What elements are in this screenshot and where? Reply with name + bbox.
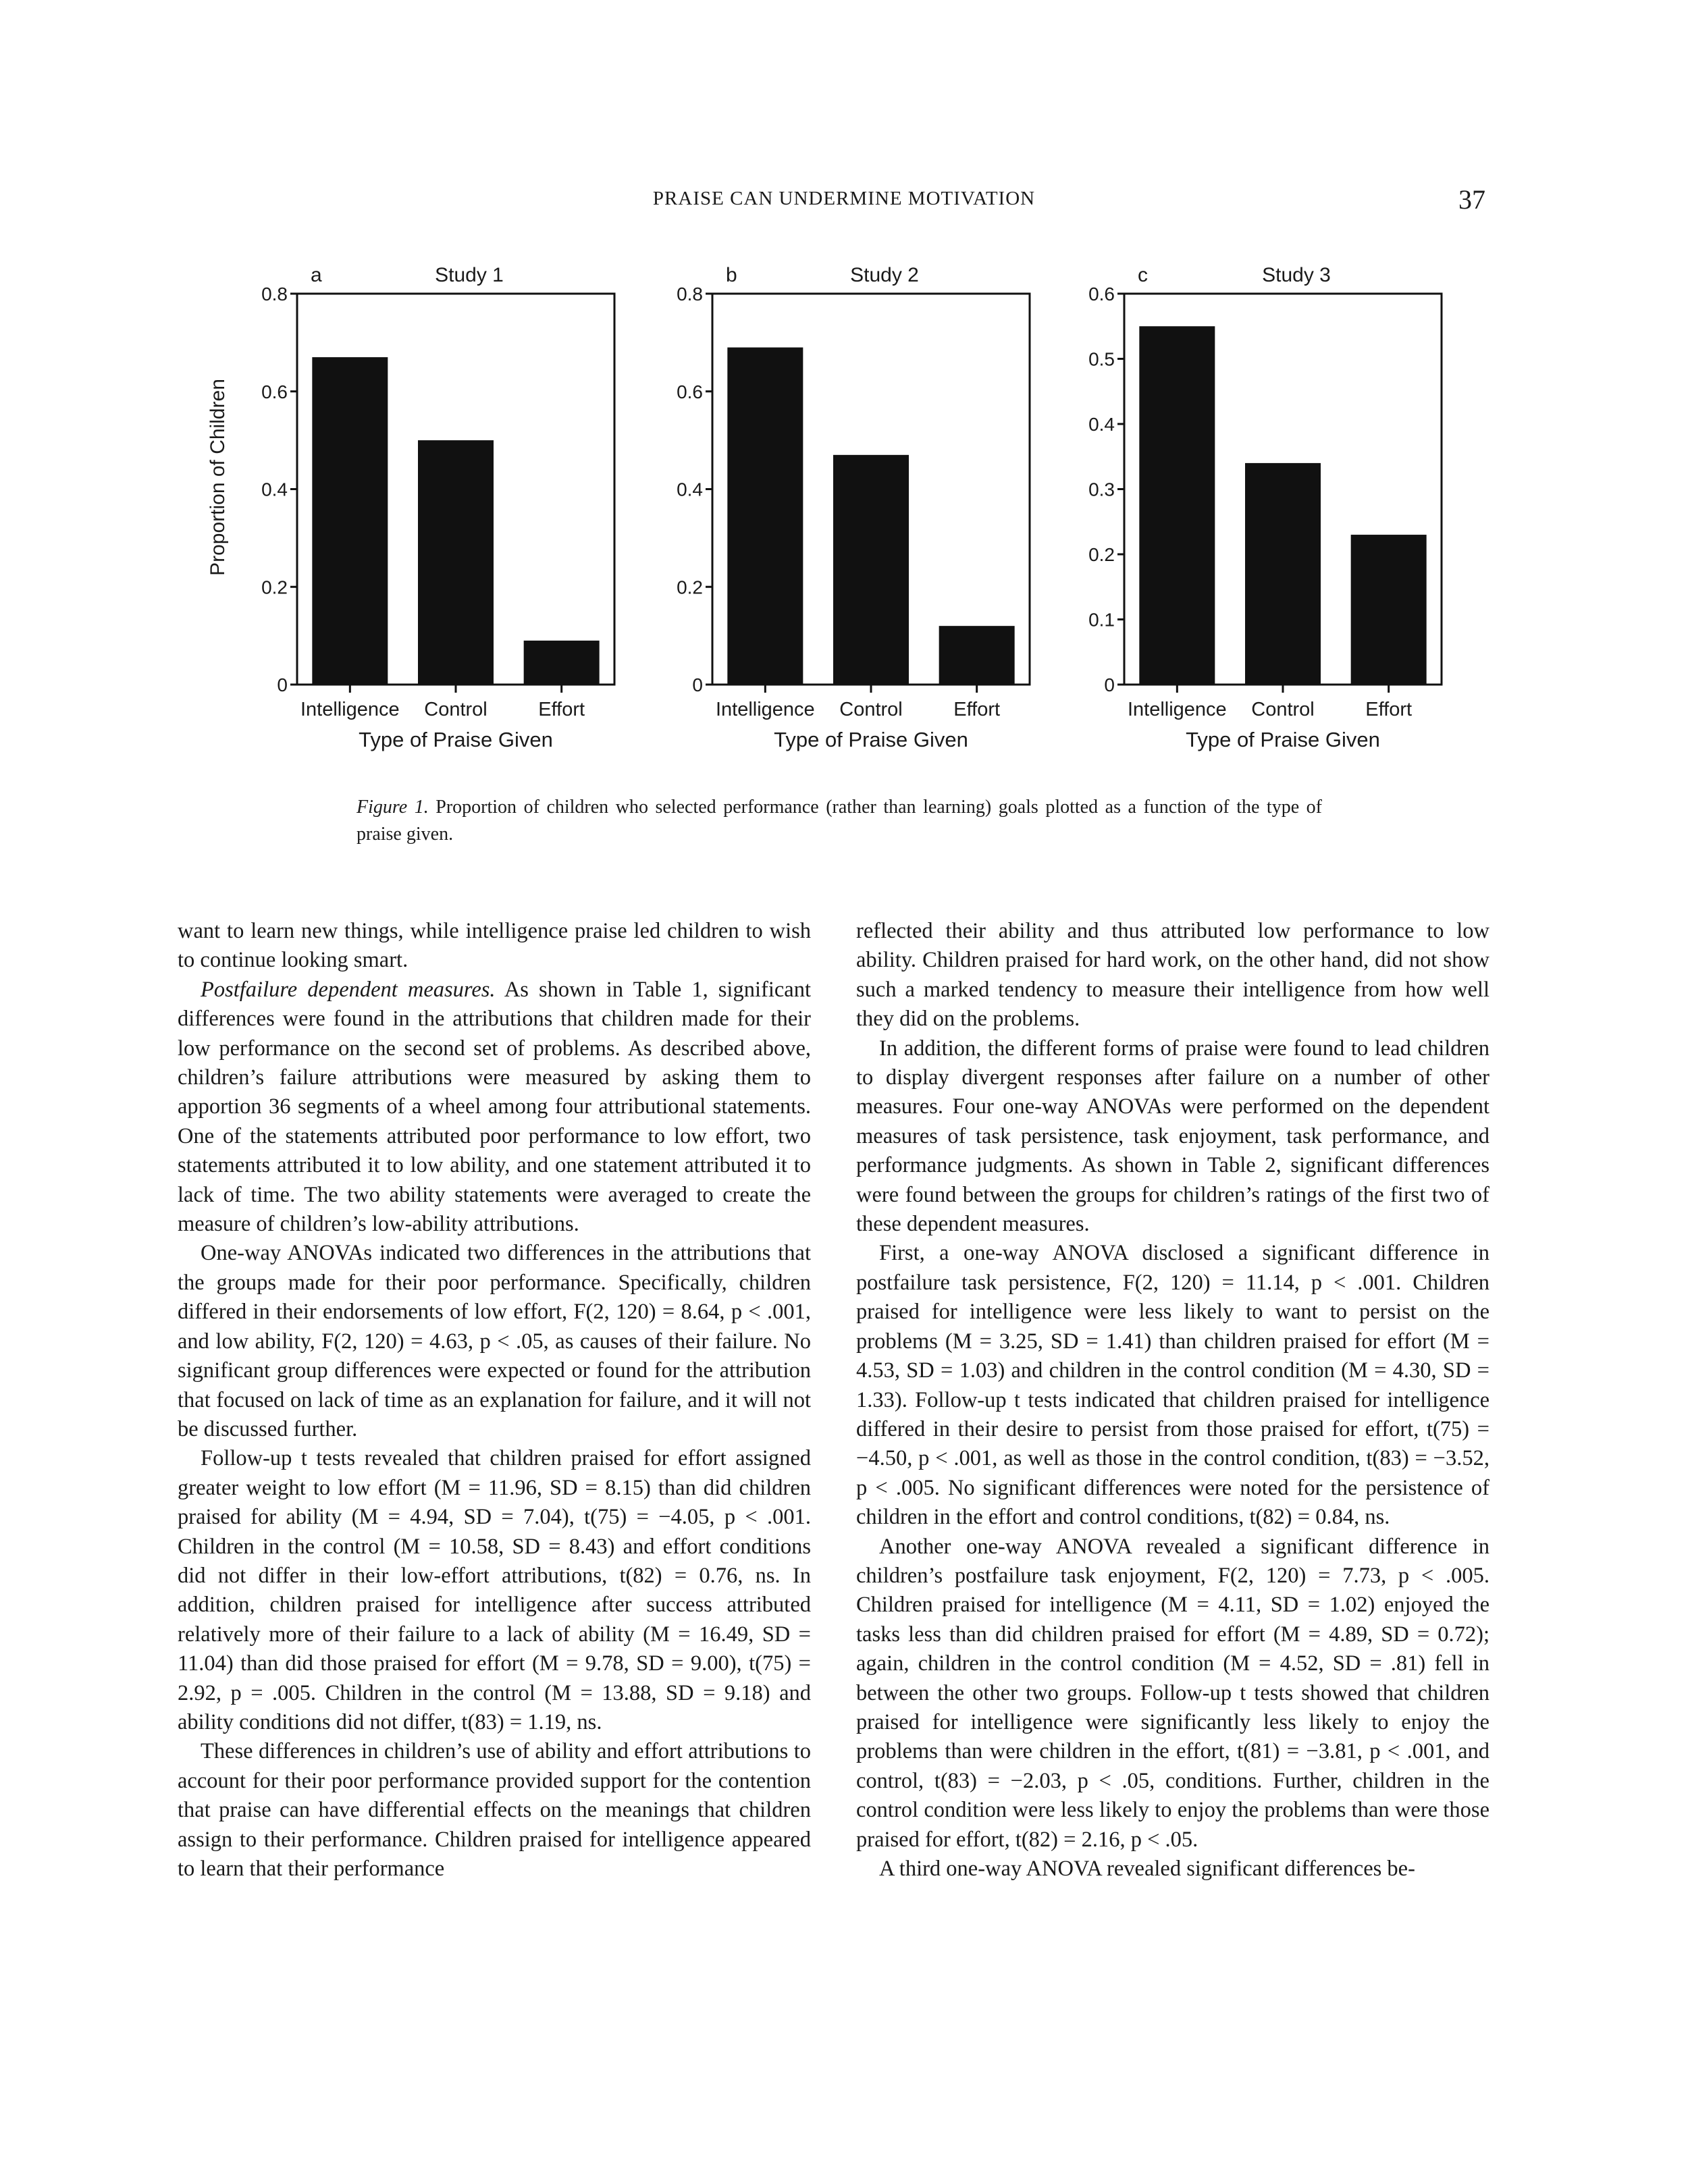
y-tick-label-a: 0.8 [261, 284, 288, 304]
y-tick-label-a: 0.6 [261, 381, 288, 402]
paragraph: Another one-way ANOVA revealed a significant difference in children’s postfailure task enjoyment, F(2, 120) = 7.73, p < .005. Children praised for intelligence (M = 4.11, SD = 1.02) enjoyed the tasks less than did children praised for effort (M = 4.89, SD = 0.72); again, children in the control condition (M = 4.52, SD = .81) fell in between the other two groups. Follow-up t tests showed that children praised for intelligence were significantly less likely to enjoy the problems than were children in the effort, t(81) = −3.81, p < .001, and control, t(83) = −2.03, p < .05, conditions. Further, children in the control condition were less likely to enjoy the problems than were those praised for effort, t(82) = 2.16, p < .05. [856, 1534, 1489, 1852]
x-tick-label-b: Intelligence [715, 699, 815, 720]
paragraph: First, a one-way ANOVA disclosed a significant difference in postfailure task persistence, F(2, 120) = 11.14, p < .001. Children praised for intelligence were less likely to want to persist on the problems (M = 3.25, SD = 1.41) than children praised for effort (M = 4.53, SD = 1.03) and children in the control condition (M = 4.30, SD = 1.33). Follow-up t tests indicated that children praised for intelligence differed in their desire to persist from those praised for effort, t(75) = −4.50, p < .001, as well as those in the control condition, t(83) = −3.52, p < .005. No significant differences were noted for the persistence of children in the effort and control conditions, t(82) = 0.84, ns. [856, 1241, 1489, 1530]
y-tick-label-c: 0.1 [1088, 609, 1115, 631]
y-tick-label-c: 0.3 [1088, 479, 1115, 500]
paragraph: Follow-up t tests revealed that children praised for effort assigned greater weight to low effort (M = 11.96, SD = 8.15) than did children praised for ability (M = 4.94, SD = 7.04), t(75) = −4.05, p < .001. Children in the control (M = 10.58, SD = 8.43) and effort conditions did not differ in their low-effort attributions, t(82) = 0.76, ns. In addition, children praised for intelligence after success attributed relatively more of their failure to a lack of ability (M = 16.49, SD = 11.04) than did those praised for effort (M = 9.78, SD = 9.00), t(75) = 2.92, p = .005. Children in the control (M = 13.88, SD = 9.18) and ability conditions did not differ, t(83) = 1.19, ns. [178, 1446, 811, 1734]
y-tick-label-c: 0.5 [1088, 348, 1115, 370]
paragraph-with-heading [178, 976, 811, 1240]
body-column-right [856, 917, 1489, 1884]
x-tick-label-a: Effort [538, 699, 585, 720]
y-tick-label-b: 0.6 [677, 381, 703, 402]
running-title: PRAISE CAN UNDERMINE MOTIVATION [652, 188, 1036, 209]
x-axis-title-b: Type of Praise Given [774, 728, 968, 751]
x-tick-label-c: Intelligence [1127, 699, 1227, 720]
paragraph: One-way ANOVAs indicated two differences in the attributions that the groups made for their poor performance. Specifically, children differed in their endorsements of low effort, F(2, 120) = 8.64, p < .001, and low ability, F(2, 120) = 4.63, p < .05, as causes of their failure. No significant group differences were expected or found for the attribution that focused on lack of time as an explanation for failure, and it will not be discussed further. [178, 1241, 811, 1441]
x-tick-label-b: Effort [953, 699, 1001, 720]
bar-b-control [833, 455, 909, 685]
y-tick-label-a: 0 [277, 674, 288, 695]
bar-c-control [1245, 463, 1321, 685]
page-number: 37 [1458, 184, 1485, 215]
bar-c-intelligence [1139, 326, 1215, 685]
paragraph-text: As shown in Table 1, significant differences were found in the attributions that children made for their low performance on the second set of problems. As described above, children’s failure attributions were measured by asking them to apportion 36 segments of a wheel among four attributional statements. One of the statements attributed poor performance to low effort, two statements attributed it to low ability, and one statement attributed it to lack of time. The two ability statements were averaged to create the measure of children’s low-ability attributions. [178, 977, 811, 1237]
panel-letter-b: b [726, 264, 737, 286]
y-tick-label-b: 0 [692, 674, 703, 695]
y-tick-label-c: 0.2 [1088, 544, 1115, 565]
y-tick-label-c: 0 [1104, 674, 1115, 695]
bar-c-effort [1351, 535, 1427, 685]
chart-title-c: Study 3 [1262, 264, 1331, 286]
y-tick-label-c: 0.6 [1088, 284, 1115, 304]
section-heading: Postfailure dependent measures. [201, 977, 496, 1002]
chart-title-b: Study 2 [850, 264, 919, 286]
x-axis-title-c: Type of Praise Given [1186, 728, 1380, 751]
chart-title-a: Study 1 [435, 264, 504, 286]
running-head [0, 184, 1688, 217]
x-tick-label-b: Control [839, 699, 903, 720]
figure-1 [196, 250, 1512, 783]
x-tick-label-c: Control [1251, 699, 1315, 720]
bar-b-intelligence [727, 348, 803, 685]
caption-label: Figure 1. [357, 797, 429, 818]
body-column-left [178, 917, 811, 1884]
y-tick-label-c: 0.4 [1088, 414, 1115, 435]
x-tick-label-a: Intelligence [300, 699, 400, 720]
panel-letter-a: a [311, 264, 322, 286]
y-tick-label-b: 0.2 [677, 577, 703, 598]
x-axis-title-a: Type of Praise Given [359, 728, 553, 751]
bar-a-intelligence [312, 357, 388, 685]
paragraph: In addition, the different forms of praise were found to lead children to display divergent responses after failure on a number of other measures. Four one-way ANOVAs were performed on the dependent measures of task persistence, task enjoyment, task performance, and performance judgments. As shown in Table 2, significant differences were found between the groups for children’s ratings of the first two of these dependent measures. [856, 1036, 1489, 1237]
paragraph: reflected their ability and thus attributed low performance to low ability. Children praised for hard work, on the other hand, did not show such a marked tendency to measure their intelligence from how well they did on the problems. [856, 919, 1489, 1032]
bar-a-control [418, 440, 494, 685]
panel-letter-c: c [1138, 264, 1148, 286]
figure-caption [357, 794, 1322, 848]
paragraph: These differences in children’s use of ability and effort attributions to account for their poor performance provided support for the contention that praise can have differential effects on the meanings that children assign to their performance. Children praised for intelligence appeared to learn that their performance [178, 1739, 811, 1881]
bar-b-effort [939, 626, 1015, 685]
y-tick-label-a: 0.2 [261, 577, 288, 598]
caption-text: Proportion of children who selected performance (rather than learning) goals plotted as a function of the type of praise given. [357, 797, 1323, 845]
y-tick-label-b: 0.4 [677, 479, 703, 500]
paragraph: want to learn new things, while intelligence praise led children to wish to continue looking smart. [178, 919, 811, 973]
figure-1-charts [196, 250, 1512, 783]
bar-a-effort [524, 641, 600, 685]
y-tick-label-a: 0.4 [261, 479, 288, 500]
x-tick-label-a: Control [424, 699, 487, 720]
paragraph: A third one-way ANOVA revealed significant differences be- [879, 1857, 1415, 1881]
y-tick-label-b: 0.8 [677, 284, 703, 304]
x-tick-label-c: Effort [1365, 699, 1413, 720]
y-axis-label: Proportion of Children [207, 379, 229, 576]
